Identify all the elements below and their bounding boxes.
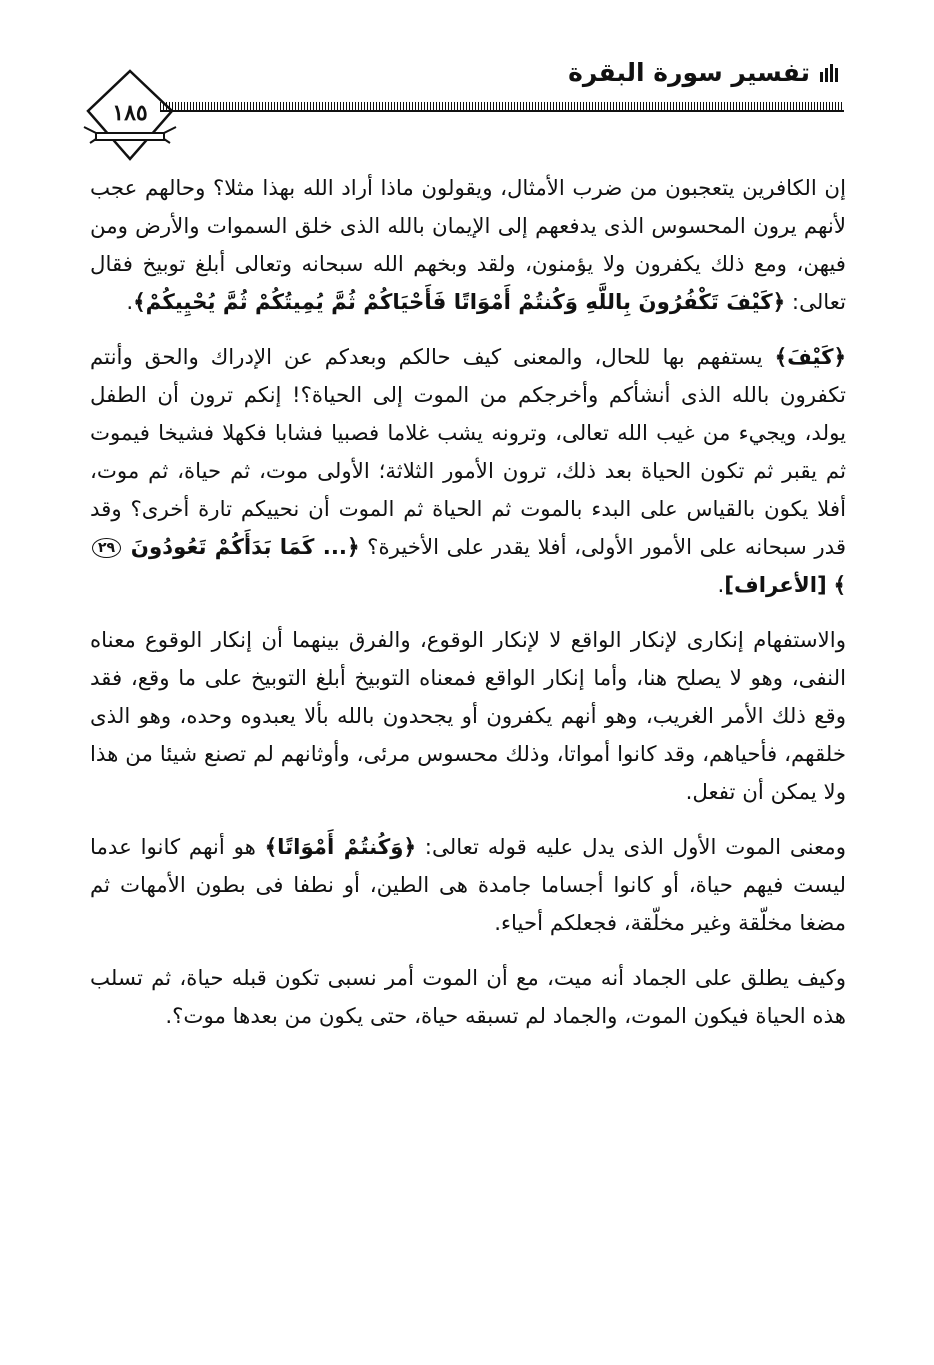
header-rule-line [160,110,844,112]
paragraph-2-end: . [717,573,725,598]
paragraph-5 [90,960,846,1036]
paragraph-4-text-before: ومعنى الموت الأول الذى يدل عليه قوله تعالى: [415,835,846,860]
quran-verse: ﴿وَكُنتُمْ أَمْوَاتًا﴾ [264,835,416,860]
running-title-text: تفسير سورة البقرة [568,58,810,87]
quoted-word: ﴿كَيْفَ﴾ [774,345,846,370]
running-title [568,58,840,87]
paragraph-1 [90,170,846,322]
ayah-number: ٢٩ [92,538,121,558]
paragraph-2 [90,339,846,605]
page-header [80,52,850,162]
verse-close: ﴾ [833,573,846,598]
surah-reference: [الأعراف] [724,573,827,598]
page-number: ١٨٥ [112,100,148,126]
paragraph-1-end: . [126,290,134,315]
paragraph-4-text-after: هو أنهم كانوا عدما ليست فيهم حياة، أو كانوا أجساما جامدة هى الطين، أو نطفا فى بطون الأمهات ثم مضغا مخلّقة وغير مخلّقة، فجعلكم أحياء. [90,835,846,936]
quran-verse: ﴿كَيْفَ تَكْفُرُونَ بِاللَّهِ وَكُنتُمْ أَمْوَاتًا فَأَحْيَاكُمْ ثُمَّ يُمِيتُكُمْ ثُمَّ يُحْيِيكُمْ﴾ [133,290,786,315]
paragraph-3 [90,622,846,812]
paragraph-5-text: وكيف يطلق على الجماد أنه ميت، مع أن الموت أمر نسبى تكون قبله حياة، ثم تسلب هذه الحياة فيكون الموت، والجماد لم تسبقه حياة، حتى يكون من بعدها موت؟. [90,966,846,1029]
page-body [90,170,846,1053]
title-bars-icon [820,64,840,82]
quran-verse: ﴿... كَمَا بَدَأَكُمْ تَعُودُونَ [130,535,360,560]
paragraph-2-text: يستفهم بها للحال، والمعنى كيف حالكم وبعدكم عن الإدراك والحق وأنتم تكفرون بالله الذى أنشأكم وأخرجكم من الموت إلى الحياة؟! إنكم ترون أن الطفل يولد، ويجيء من غيب الله تعالى، وترونه يشب غلاما فصبيا فشابا فكهلا فشيخا فيموت ثم يقبر ثم تكون الحياة بعد ذلك، ترون الأمور الثلاثة؛ الأولى موت، ثم حياة، ثم موت، أفلا يكون بالقياس على البدء بالموت ثم الحياة ثم الموت أن نحييكم تارة أخرى؟ وقد قدر سبحانه على الأمور الأولى، أفلا يقدر على الأخيرة؟ [90,345,846,560]
page-number-badge [80,67,180,162]
paragraph-3-text: والاستفهام إنكارى لإنكار الواقع لا لإنكار الوقوع، والفرق بينهما أن إنكار الوقوع معناه النفى، وهو لا يصلح هنا، وأما إنكار الواقع فمعناه التوبيخ أبلغ التوبيخ على ما وقع، فقد وقع ذلك الأمر الغريب، وهو أنهم يكفرون أو يجحدون بالله بألا يعبدوه وحده، وهو الذى خلقهم، فأحياهم، وقد كانوا أمواتا، وذلك محسوس مرئى، وأوثانهم لم تصنع شيئا من هذا ولا يمكن أن تفعل. [90,628,846,805]
paragraph-4 [90,829,846,943]
paragraph-1-text: إن الكافرين يتعجبون من ضرب الأمثال، ويقولون ماذا أراد الله بهذا مثلا؟ وحالهم عجب لأنهم يرون المحسوس الذى يدفعهم إلى الإيمان بالله الذى خلق السموات والأرض ومن فيهن، ومع ذلك يكفرون ولا يؤمنون، ولقد وبخهم الله سبحانه وتعالى أبلغ توبيخ فقال تعالى: [90,176,846,315]
